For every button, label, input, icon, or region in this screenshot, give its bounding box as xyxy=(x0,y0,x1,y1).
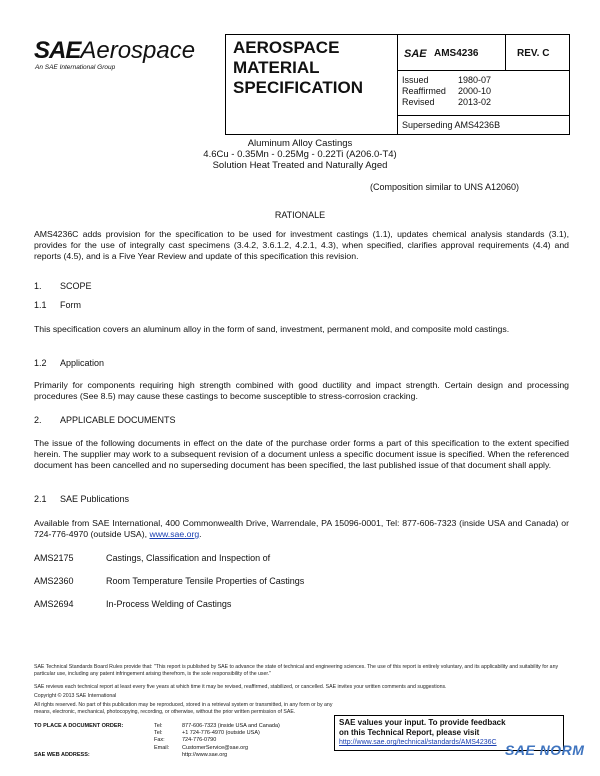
date-row-reaffirmed: Reaffirmed 2000-10 xyxy=(402,86,492,96)
section-2-1-heading: 2.1 SAE Publications xyxy=(34,494,130,504)
section-2-heading: 2. APPLICABLE DOCUMENTS xyxy=(34,415,176,425)
revision-label: REV. C xyxy=(517,48,550,59)
reference-row: AMS2360 Room Temperature Tensile Properties of Castings xyxy=(34,576,305,586)
section-2-1-paragraph: Available from SAE International, 400 Commonwealth Drive, Warrendale, PA 15096-0001, Tel: 877-606-7323 (inside USA and Canada) or 724-776-4970 (outside USA), www.sae.org. xyxy=(34,518,569,539)
date-row-revised: Revised 2013-02 xyxy=(402,97,492,107)
feedback-line-1: SAE values your input. To provide feedback xyxy=(339,718,506,727)
header-divider-3 xyxy=(505,34,506,70)
header-divider-1 xyxy=(225,34,226,134)
superseding-note: Superseding AMS4236B xyxy=(402,120,501,130)
reference-row: AMS2694 In-Process Welding of Castings xyxy=(34,599,232,609)
web-address-link[interactable]: http://www.sae.org xyxy=(182,751,228,758)
order-contact-block: TO PLACE A DOCUMENT ORDER: Tel: 877-606-7323 (inside USA and Canada) Tel: +1 724-776-4970 (outside USA) Fax: 724-776-0790 Email: CustomerService@sae.org SAE WEB ADDRESS: http://www.sae.org xyxy=(34,723,280,758)
subject-line-2: 4.6Cu - 0.35Mn - 0.25Mg - 0.22Ti (A206.0-T4) xyxy=(203,149,397,160)
title-line-2: MATERIAL xyxy=(233,58,320,77)
sae-norm-watermark: SAE NORM xyxy=(505,742,585,758)
footer-notice-rules: SAE Technical Standards Board Rules provide that: "This report is published by SAE to advance the state of technical and engineering sciences. The use of this report is entirely voluntary, and its applicability and suitability for any particular use, including any patent infringement arising therefrom, is the sole responsibility of the user." xyxy=(34,664,559,677)
sae-website-link[interactable]: www.sae.org xyxy=(149,529,200,539)
section-1-2-heading: 1.2 Application xyxy=(34,358,105,368)
header-lower-rule xyxy=(397,115,569,116)
title-line-1: AEROSPACE xyxy=(233,38,340,57)
rationale-paragraph: AMS4236C adds provision for the specification to be used for investment castings (1.1), updates chemical analysis standards (3.1), provides for the use of integrally cast specimens (3.4.2, 3.6.1.2, 4.2.1, 4.3), when specified, clarifies approval requirements (4.4) and reports (4.5), and is a Five Year Review and update of this specification this revision. xyxy=(34,229,569,261)
document-type-title xyxy=(233,38,393,98)
logo-subtitle: An SAE International Group xyxy=(35,64,116,71)
logo-sae-text: SAE xyxy=(34,37,81,64)
date-row-issued: Issued 1980-07 xyxy=(402,75,492,85)
title-line-3: SPECIFICATION xyxy=(233,78,364,97)
document-dates xyxy=(402,75,522,108)
feedback-link[interactable]: http://www.sae.org/technical/standards/AMS4236C xyxy=(339,739,497,746)
rationale-heading: RATIONALE xyxy=(274,210,326,220)
logo-aerospace-text: Aerospace xyxy=(80,37,196,64)
section-1-1-heading: 1.1 Form xyxy=(34,300,81,310)
customer-service-email[interactable]: CustomerService@sae.org xyxy=(182,744,249,751)
header-mid-rule xyxy=(397,70,569,71)
section-2-paragraph: The issue of the following documents in effect on the date of the purchase order forms a part of this specification to the extent specified herein. The supplier may work to a subsequent revision of a document unless a specific document issue is specified. When the referenced document has been cancelled and no superseding document has been specified, the last published issue of that document shall apply. xyxy=(34,438,569,470)
section-1-2-paragraph: Primarily for components requiring high strength combined with good ductility and impact strength. Certain design and processing procedures (See 8.5) may cause these castings to become susceptible to stress-corrosion cracking. xyxy=(34,380,569,401)
document-number: AMS4236 xyxy=(434,48,479,59)
sae-aerospace-logo xyxy=(34,38,224,103)
section-1-1-paragraph: This specification covers an aluminum alloy in the form of sand, investment, permanent mold, and composite mold castings. xyxy=(34,324,510,334)
footer-notice-review: SAE reviews each technical report at least every five years at which time it may be revised, reaffirmed, stabilized, or cancelled. SAE invites your written comments and suggestions. xyxy=(34,684,447,690)
header-divider-4 xyxy=(569,34,570,134)
header-bottom-rule xyxy=(225,134,570,135)
footer-rights: All rights reserved. No part of this publication may be reproduced, stored in a retrieval system or transmitted, in any form or by any means, electronic, mechanical, photocopying, recording, or otherwise, without the prior written permission of SAE. xyxy=(34,702,333,715)
reference-row: AMS2175 Castings, Classification and Inspection of xyxy=(34,553,271,563)
order-label: TO PLACE A DOCUMENT ORDER: xyxy=(34,723,124,729)
footer-copyright: Copyright © 2013 SAE International xyxy=(34,693,117,699)
composition-note: (Composition similar to UNS A12060) xyxy=(370,182,520,192)
doc-sae-mark: SAE xyxy=(404,48,427,60)
subject-line-3: Solution Heat Treated and Naturally Aged xyxy=(212,160,388,171)
web-label: SAE WEB ADDRESS: xyxy=(34,751,90,758)
document-subject xyxy=(30,138,570,171)
subject-line-1: Aluminum Alloy Castings xyxy=(247,138,353,149)
header-divider-2 xyxy=(397,34,398,134)
feedback-line-2: on this Technical Report, please visit xyxy=(339,728,480,737)
section-1-heading: 1. SCOPE xyxy=(34,281,92,291)
